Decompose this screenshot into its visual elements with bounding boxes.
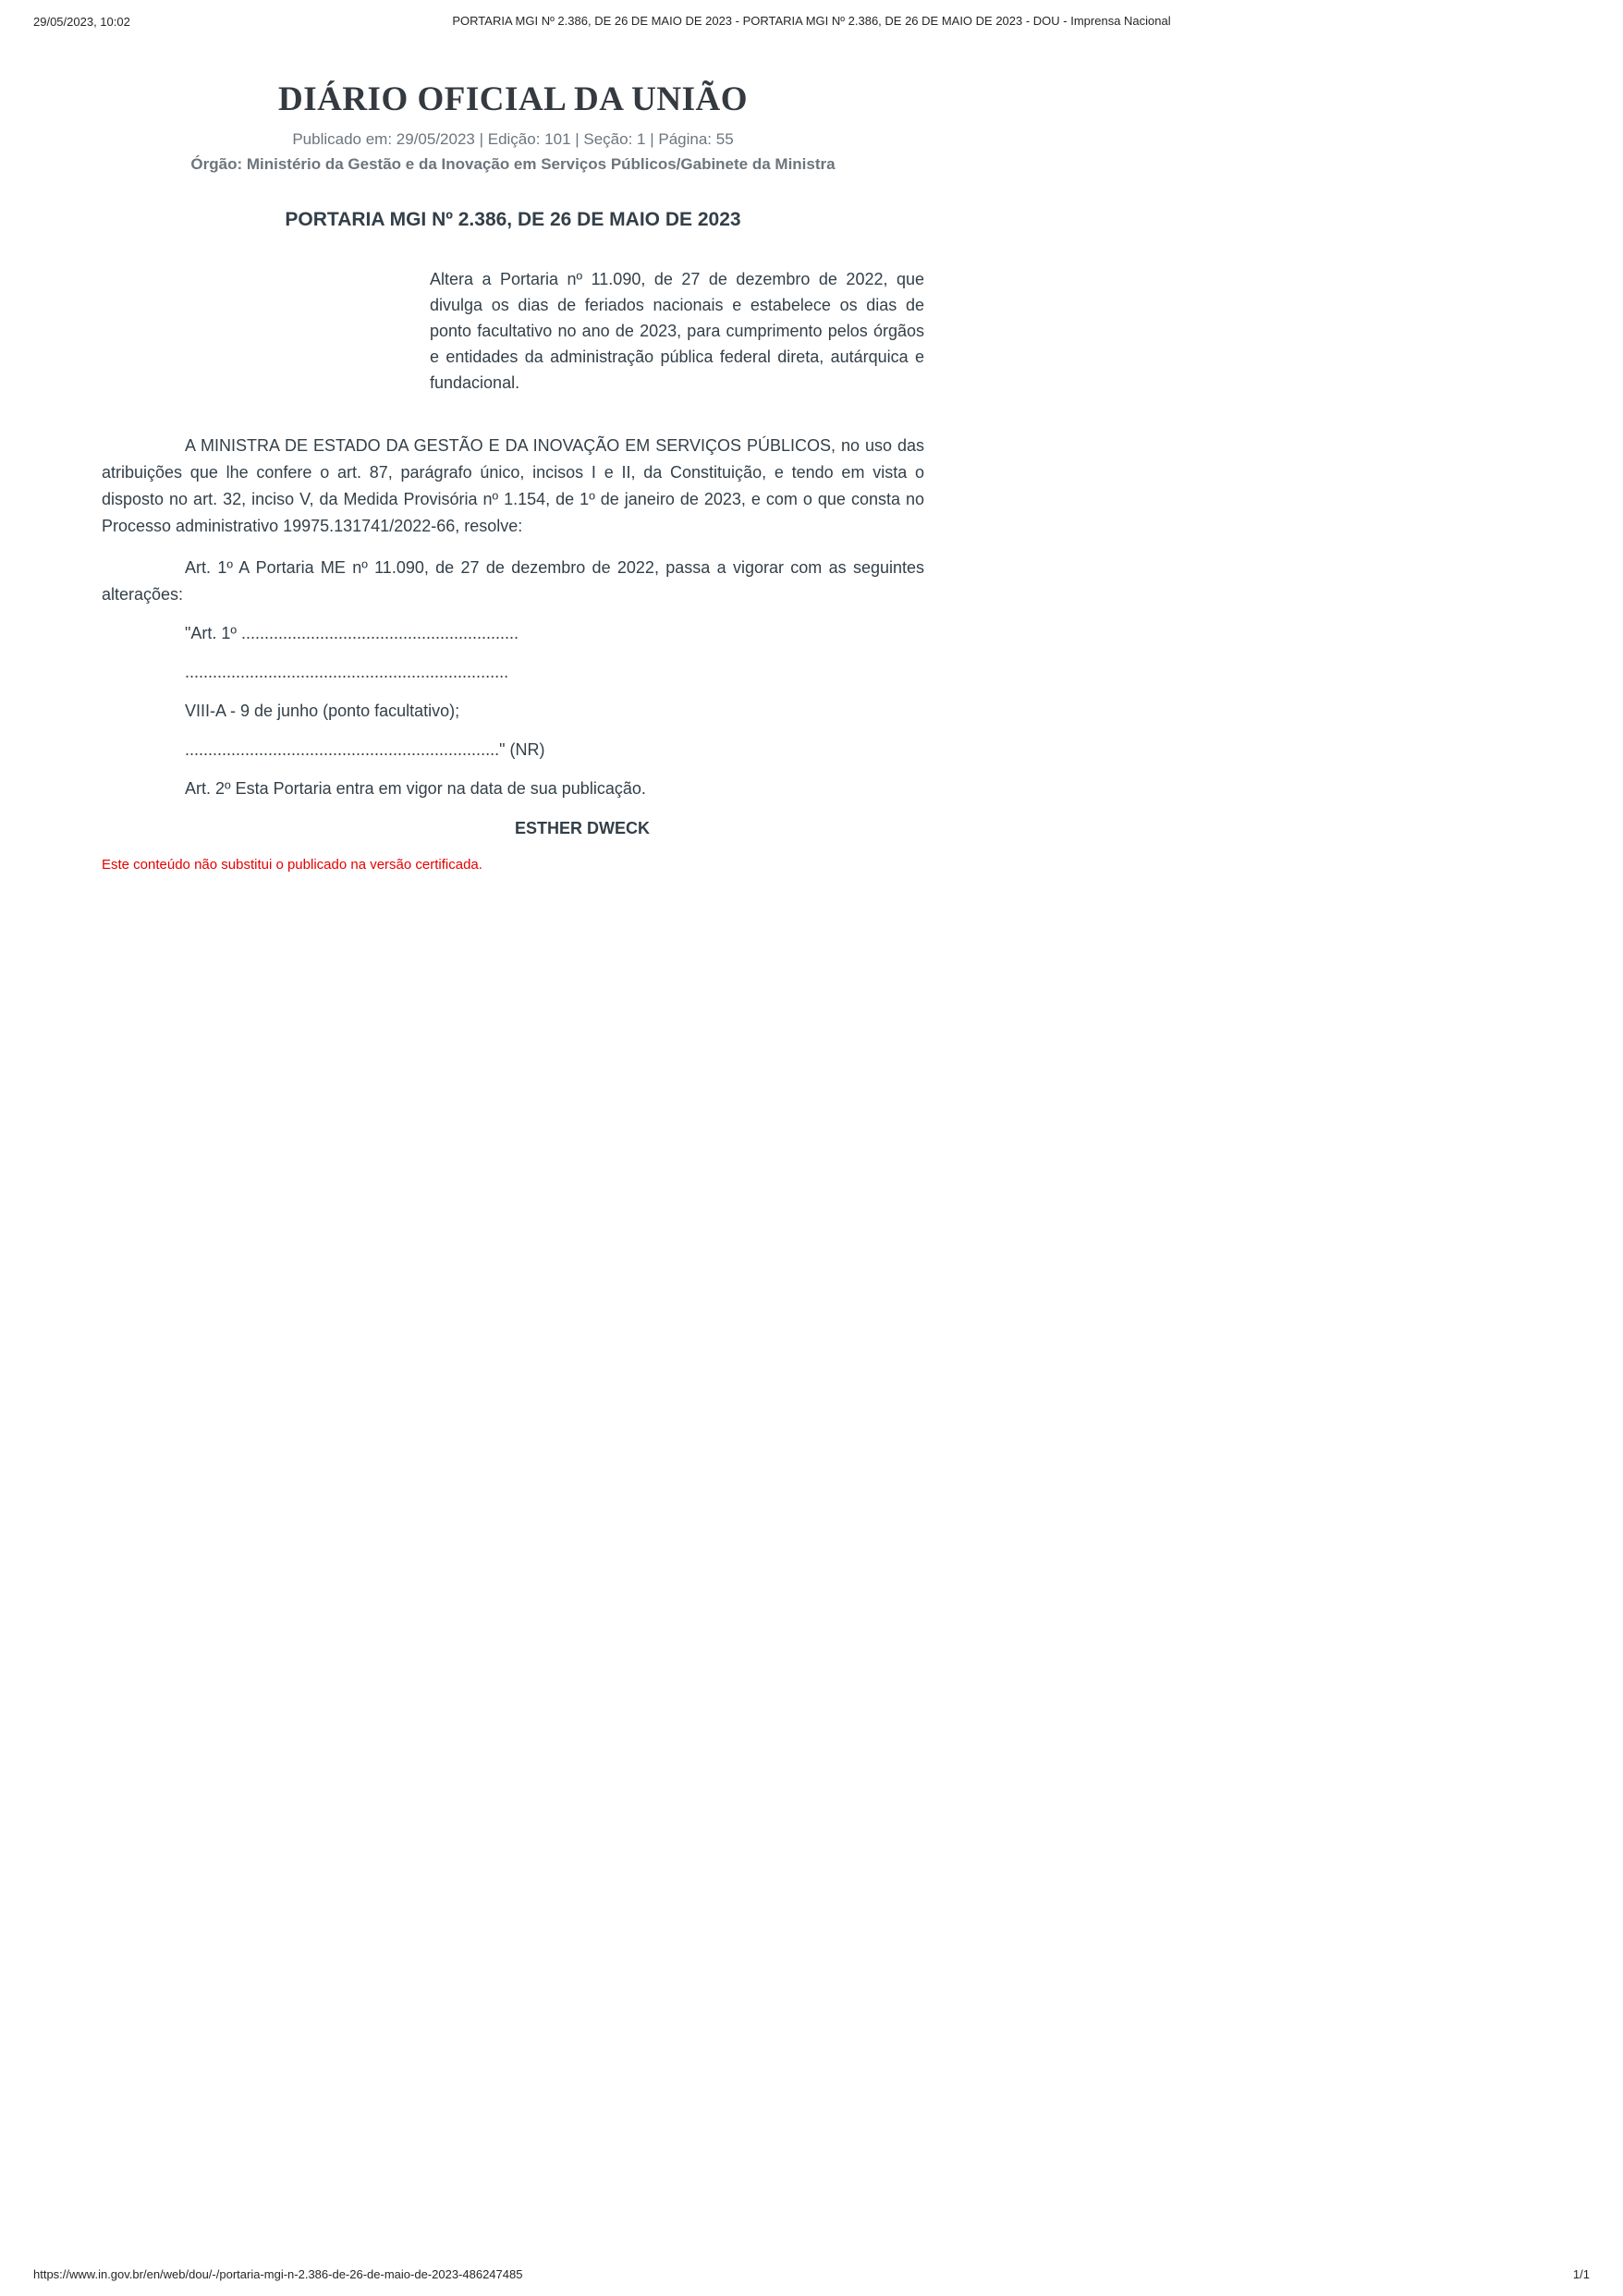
article-1: Art. 1º A Portaria ME nº 11.090, de 27 de dezembro de 2022, passa a vigorar com as seguintes alterações: (102, 558, 924, 604)
quoted-line-2: ...................................................................... (185, 663, 509, 681)
organ-info: Órgão: Ministério da Gestão e da Inovação em Serviços Públicos/Gabinete da Ministra (190, 155, 836, 173)
print-header (33, 14, 1590, 28)
portaria-title: PORTARIA MGI Nº 2.386, DE 26 DE MAIO DE 2023 (285, 209, 741, 230)
print-page-number: 1/1 (1572, 2267, 1590, 2281)
portaria-summary: Altera a Portaria nº 11.090, de 27 de dezembro de 2022, que divulga os dias de feriados nacionais e estabelece os dias de ponto facultativo no ano de 2023, para cumprimento pelos órgãos e entidades da administração pública federal direta, autárquica e fundacional. (430, 270, 924, 392)
quoted-line-4: ...................................................................." (NR) (185, 740, 545, 759)
certification-disclaimer: Este conteúdo não substitui o publicado na versão certificada. (102, 857, 482, 873)
quoted-line-3: VIII-A - 9 de junho (ponto facultativo); (185, 702, 460, 720)
print-footer (33, 2267, 1590, 2281)
print-datetime: 29/05/2023, 10:02 (33, 15, 130, 29)
preamble-paragraph: A MINISTRA DE ESTADO DA GESTÃO E DA INOVAÇÃO EM SERVIÇOS PÚBLICOS, no uso das atribuições que lhe confere o art. 87, parágrafo único, incisos I e II, da Constituição, e tendo em vista o disposto no art. 32, inciso V, da Medida Provisória nº 1.154, de 1º de janeiro de 2023, e com o que consta no Processo administrativo 19975.131741/2022-66, resolve: (102, 436, 924, 535)
article-2: Art. 2º Esta Portaria entra em vigor na data de sua publicação. (185, 779, 646, 798)
print-source-url: https://www.in.gov.br/en/web/dou/-/portaria-mgi-n-2.386-de-26-de-maio-de-2023-486247485 (33, 2267, 523, 2281)
signature-name: ESTHER DWECK (514, 819, 650, 837)
masthead-title: DIÁRIO OFICIAL DA UNIÃO (278, 80, 748, 118)
quoted-line-1: "Art. 1º ............................................................ (185, 624, 519, 642)
document-page (102, 0, 924, 875)
print-document-title: PORTARIA MGI Nº 2.386, DE 26 DE MAIO DE 2023 - PORTARIA MGI Nº 2.386, DE 26 DE MAIO DE 2023 - DOU - Imprensa Nacional (452, 14, 1171, 28)
publication-info: Publicado em: 29/05/2023 | Edição: 101 | Seção: 1 | Página: 55 (292, 130, 734, 148)
